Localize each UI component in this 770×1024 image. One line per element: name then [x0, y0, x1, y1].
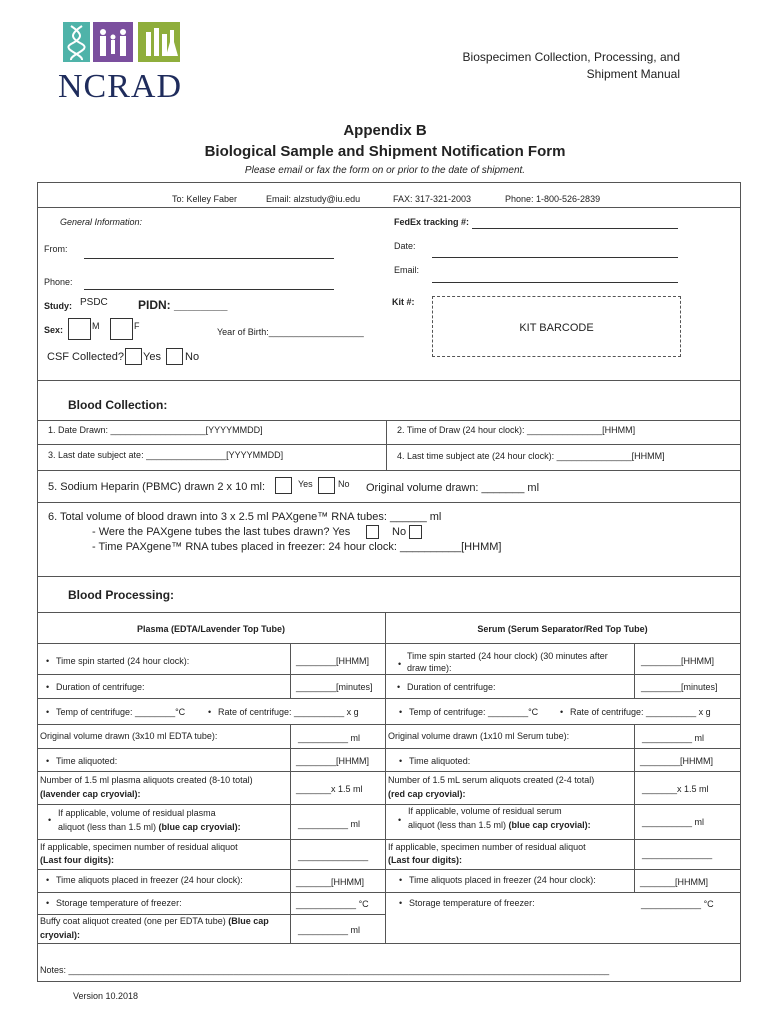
- p-resid-bullet: •: [48, 815, 52, 825]
- csf-no-checkbox[interactable]: [166, 348, 183, 365]
- year-of-birth-field[interactable]: Year of Birth:___________________: [217, 327, 364, 337]
- sex-m-label: M: [92, 321, 100, 331]
- s-spin-label: Time spin started (24 hour clock) (30 minutes after: [407, 651, 608, 661]
- fedex-field[interactable]: [472, 228, 678, 229]
- s-spin-field[interactable]: ________[HHMM]: [641, 656, 715, 666]
- sex-f-label: F: [134, 321, 140, 331]
- paxgene-no-checkbox[interactable]: [409, 525, 422, 539]
- contact-to: To: Kelley Faber: [172, 194, 238, 204]
- s-num-field[interactable]: _______x 1.5 ml: [642, 784, 709, 794]
- s-freezer-label: • Time aliquots placed in freezer (24 hour clock):: [409, 875, 596, 885]
- s-duration-field[interactable]: ________[minutes]: [641, 682, 718, 692]
- date-field[interactable]: [432, 257, 678, 258]
- s-spin-label-2: draw time):: [407, 663, 452, 673]
- csf-yes-label: Yes: [143, 351, 161, 363]
- pidn-field[interactable]: PIDN: ________: [138, 298, 228, 312]
- dna-icon: [63, 22, 90, 62]
- heparin-no-checkbox[interactable]: [318, 477, 335, 494]
- s-spec-label-2: (Last four digits):: [388, 855, 462, 865]
- form-title: Biological Sample and Shipment Notification Form: [204, 143, 566, 160]
- contact-phone: Phone: 1-800-526-2839: [505, 194, 601, 204]
- p-aliquoted-label: • Time aliquoted:: [56, 756, 117, 766]
- instruction: Please email or fax the form on or prior to the date of shipment.: [244, 165, 526, 176]
- p-resid-label-2b: (blue cap cryovial):: [158, 822, 241, 832]
- last-date-ate-field[interactable]: 3. Last date subject ate: ________________[YYYYMMDD]: [48, 450, 284, 460]
- s-duration-label: • Duration of centrifuge:: [407, 682, 496, 692]
- blood-processing-title: Blood Processing:: [68, 588, 175, 602]
- s-resid-field[interactable]: __________ ml: [642, 817, 705, 827]
- p-buffy-field[interactable]: __________ ml: [298, 925, 361, 935]
- s-num-label: Number of 1.5 mL serum aliquots created (2-4 total): [388, 775, 595, 785]
- paxgene-no-label: No: [392, 526, 407, 538]
- p-spec-label: If applicable, specimen number of residual aliquot: [40, 842, 238, 852]
- csf-no-label: No: [185, 351, 200, 363]
- p-num-label: Number of 1.5 ml plasma aliquots created (8-10 total): [40, 775, 253, 785]
- p-temp-field[interactable]: • Temp of centrifuge: ________°C: [56, 707, 185, 717]
- p-storage-field[interactable]: ____________ °C: [296, 899, 369, 909]
- s-resid-label-2b: (blue cap cryovial):: [508, 820, 591, 830]
- p-aliquoted-field[interactable]: ________[HHMM]: [296, 756, 370, 766]
- kit-barcode-label: KIT BARCODE: [519, 322, 594, 334]
- phone-label: Phone:: [44, 277, 73, 287]
- paxgene-yes-checkbox[interactable]: [366, 525, 379, 539]
- heparin-yes-label: Yes: [298, 479, 313, 489]
- serum-header: Serum (Serum Separator/Red Top Tube): [477, 624, 648, 634]
- paxgene-freezer-field[interactable]: - Time PAXgene™ RNA tubes placed in freezer: 24 hour clock: __________[HHMM]: [92, 541, 502, 553]
- s-num-label-2: (red cap cryovial):: [388, 789, 466, 799]
- s-aliquoted-field[interactable]: ________[HHMM]: [640, 756, 714, 766]
- s-storage-field[interactable]: ____________ °C: [641, 899, 714, 909]
- p-resid-field[interactable]: __________ ml: [298, 819, 361, 829]
- p-num-label-2: (lavender cap cryovial):: [40, 789, 141, 799]
- p-buffy-label-1b: (Blue cap: [228, 916, 269, 926]
- original-volume-field[interactable]: Original volume drawn: _______ ml: [366, 482, 540, 494]
- p-buffy-label-1a: Buffy coat aliquot created (one per EDTA tube): [40, 916, 229, 926]
- phone-field[interactable]: [84, 289, 334, 290]
- version-label: Version 10.2018: [73, 991, 139, 1001]
- manual-title: [420, 49, 680, 83]
- sex-label: Sex:: [44, 325, 64, 335]
- appendix-title: Appendix B: [343, 122, 427, 139]
- s-storage-label: • Storage temperature of freezer:: [409, 898, 535, 908]
- blood-collection-title: Blood Collection:: [68, 398, 168, 412]
- s-rate-field[interactable]: • Rate of centrifuge: __________ x g: [570, 707, 711, 717]
- sex-m-checkbox[interactable]: [68, 318, 91, 340]
- fedex-label: FedEx tracking #:: [394, 217, 470, 227]
- p-orig-label: Original volume drawn (3x10 ml EDTA tube):: [40, 731, 218, 741]
- family-icon: [93, 22, 133, 62]
- last-time-ate-field[interactable]: 4. Last time subject ate (24 hour clock): _______________[HHMM]: [397, 451, 665, 461]
- date-label: Date:: [394, 241, 416, 251]
- p-resid-label-2a: aliquot (less than 1.5 ml): [58, 822, 159, 832]
- study-value: PSDC: [80, 297, 108, 308]
- logo-wordmark: NCRAD: [58, 68, 183, 105]
- heparin-yes-checkbox[interactable]: [275, 477, 292, 494]
- s-orig-label: Original volume drawn (1x10 ml Serum tube):: [388, 731, 570, 741]
- p-storage-label: • Storage temperature of freezer:: [56, 898, 182, 908]
- sex-f-checkbox[interactable]: [110, 318, 133, 340]
- notes-field[interactable]: Notes: ____________________________________________________________________________________________________________: [40, 965, 610, 975]
- p-rate-field[interactable]: • Rate of centrifuge: __________ x g: [218, 707, 359, 717]
- plasma-header: Plasma (EDTA/Lavender Top Tube): [136, 624, 286, 634]
- study-label: Study:: [44, 301, 72, 311]
- email-label: Email:: [394, 265, 420, 275]
- p-spin-field[interactable]: ________[HHMM]: [296, 656, 370, 666]
- time-of-draw-field[interactable]: 2. Time of Draw (24 hour clock): _______________[HHMM]: [397, 425, 636, 435]
- heparin-no-label: No: [338, 479, 350, 489]
- p-resid-label-2: [58, 822, 241, 832]
- kit-barcode-box: [432, 296, 681, 357]
- from-label: From:: [44, 244, 68, 254]
- s-freezer-field[interactable]: _______[HHMM]: [640, 877, 709, 887]
- s-spec-field[interactable]: ______________: [642, 849, 713, 859]
- s-orig-field[interactable]: __________ ml: [642, 733, 705, 743]
- csf-yes-checkbox[interactable]: [125, 348, 142, 365]
- kit-label: Kit #:: [392, 297, 415, 307]
- paxgene-last-label: - Were the PAXgene tubes the last tubes drawn? Yes: [92, 526, 351, 538]
- s-aliquoted-label: • Time aliquoted:: [409, 756, 470, 766]
- p-resid-label: If applicable, volume of residual plasma: [58, 808, 216, 818]
- contact-email[interactable]: Email: alzstudy@iu.edu: [266, 194, 361, 204]
- p-freezer-label: • Time aliquots placed in freezer (24 hour clock):: [56, 875, 243, 885]
- contact-fax: FAX: 317-321-2003: [393, 194, 472, 204]
- s-temp-field[interactable]: • Temp of centrifuge: ________°C: [409, 707, 538, 717]
- s-spec-label: If applicable, specimen number of residual aliquot: [388, 842, 586, 852]
- s-resid-label-2: [408, 820, 591, 830]
- csf-label: CSF Collected?: [47, 351, 125, 363]
- p-buffy-label-2: cryovial):: [40, 930, 81, 940]
- p-duration-field[interactable]: ________[minutes]: [296, 682, 373, 692]
- p-freezer-field[interactable]: _______[HHMM]: [296, 877, 365, 887]
- p-buffy-label: [40, 916, 269, 926]
- general-info-label: General Information:: [60, 217, 143, 227]
- p-spec-label-2: (Last four digits):: [40, 855, 114, 865]
- p-spin-label: • Time spin started (24 hour clock):: [56, 656, 189, 666]
- p-orig-field[interactable]: __________ ml: [298, 733, 361, 743]
- date-drawn-field[interactable]: 1. Date Drawn: ___________________[YYYYMMDD]: [48, 425, 263, 435]
- p-num-field[interactable]: _______x 1.5 ml: [296, 784, 363, 794]
- manual-title-line2: Shipment Manual: [586, 67, 680, 81]
- heparin-label: 5. Sodium Heparin (PBMC) drawn 2 x 10 ml:: [48, 481, 266, 493]
- from-field[interactable]: [84, 258, 334, 259]
- manual-title-line1: Biospecimen Collection, Processing, and: [462, 50, 680, 64]
- p-duration-label: • Duration of centrifuge:: [56, 682, 145, 692]
- s-spin-bullet: •: [398, 659, 402, 669]
- email-field[interactable]: [432, 282, 678, 283]
- s-resid-label-2a: aliquot (less than 1.5 ml): [408, 820, 509, 830]
- s-resid-label: If applicable, volume of residual serum: [408, 806, 562, 816]
- paxgene-volume-field[interactable]: 6. Total volume of blood drawn into 3 x 2.5 ml PAXgene™ RNA tubes: ______ ml: [48, 511, 442, 523]
- lab-tubes-icon: [138, 22, 180, 62]
- ncrad-logo: [58, 22, 190, 105]
- p-spec-field[interactable]: ______________: [298, 851, 369, 861]
- s-resid-bullet: •: [398, 815, 402, 825]
